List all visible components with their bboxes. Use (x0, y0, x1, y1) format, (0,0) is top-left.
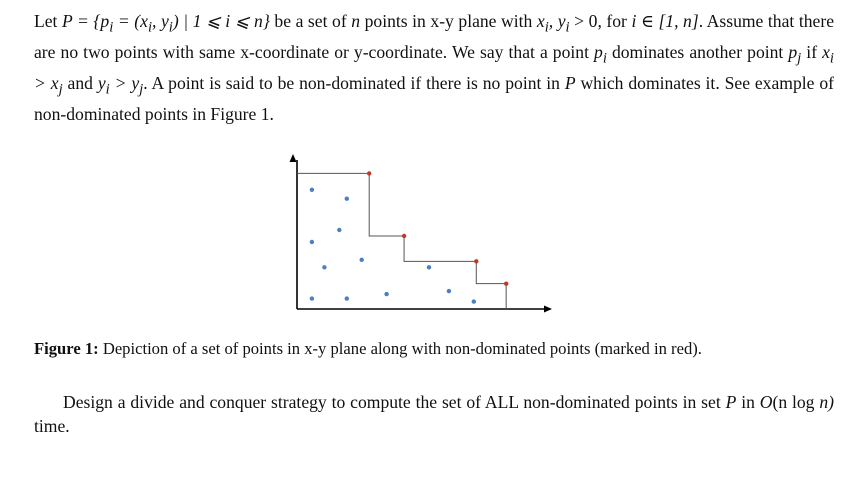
dominated-point (310, 188, 314, 192)
figure-caption (34, 338, 844, 360)
dominated-point (322, 265, 326, 269)
dominated-point (360, 258, 364, 262)
scatter-plot (288, 152, 558, 317)
dominated-point (337, 228, 341, 232)
non-dominated-point (367, 171, 371, 175)
y-axis-arrowhead (290, 154, 297, 162)
problem-statement-paragraph: Let $P = \{p_i = (x_i$, $y_i$) | 1 ⩽ i ⩽ n} be a set of n points in x-y plane with $x_i$, $y_i > 0$, for i ∈ [1, n]. Assume that there are no two points with same x-coordinate or y-coordinate. We say that a point $p_i$ dominates another point $p_j$ if $x_i > x_j$ and $y_i > y_j$. A point is said to be non-dominated if there is no point in P which dominates it. See example of non-dominated points in Figure 1. (34, 11, 835, 124)
dominated-point (447, 289, 451, 293)
dominated-point (310, 296, 314, 300)
caption-label: Figure 1: (34, 339, 99, 358)
dominated-point (472, 299, 476, 303)
set-definition: $P = \{p_i = (x_i$, $y_i$) | 1 ⩽ i ⩽ n} (62, 11, 270, 36)
dominated-point (345, 197, 349, 201)
non-dominated-point (402, 234, 406, 238)
staircase-line (297, 173, 506, 309)
dominated-point (427, 265, 431, 269)
dominated-point (384, 292, 388, 296)
figure-1 (288, 152, 558, 317)
caption-text: Depiction of a set of points in x-y plane along with non-dominated points (marked in red). (98, 339, 702, 358)
task-paragraph: Design a divide and conquer strategy to compute the set of ALL non-dominated points in set P in O(n log n) time. (34, 392, 834, 437)
non-dominated-point (504, 282, 508, 286)
non-dominated-staircase (297, 173, 506, 309)
dominated-point (345, 296, 349, 300)
non-dominated-point (474, 259, 478, 263)
dominated-point (310, 240, 314, 244)
x-axis-arrowhead (544, 306, 552, 313)
